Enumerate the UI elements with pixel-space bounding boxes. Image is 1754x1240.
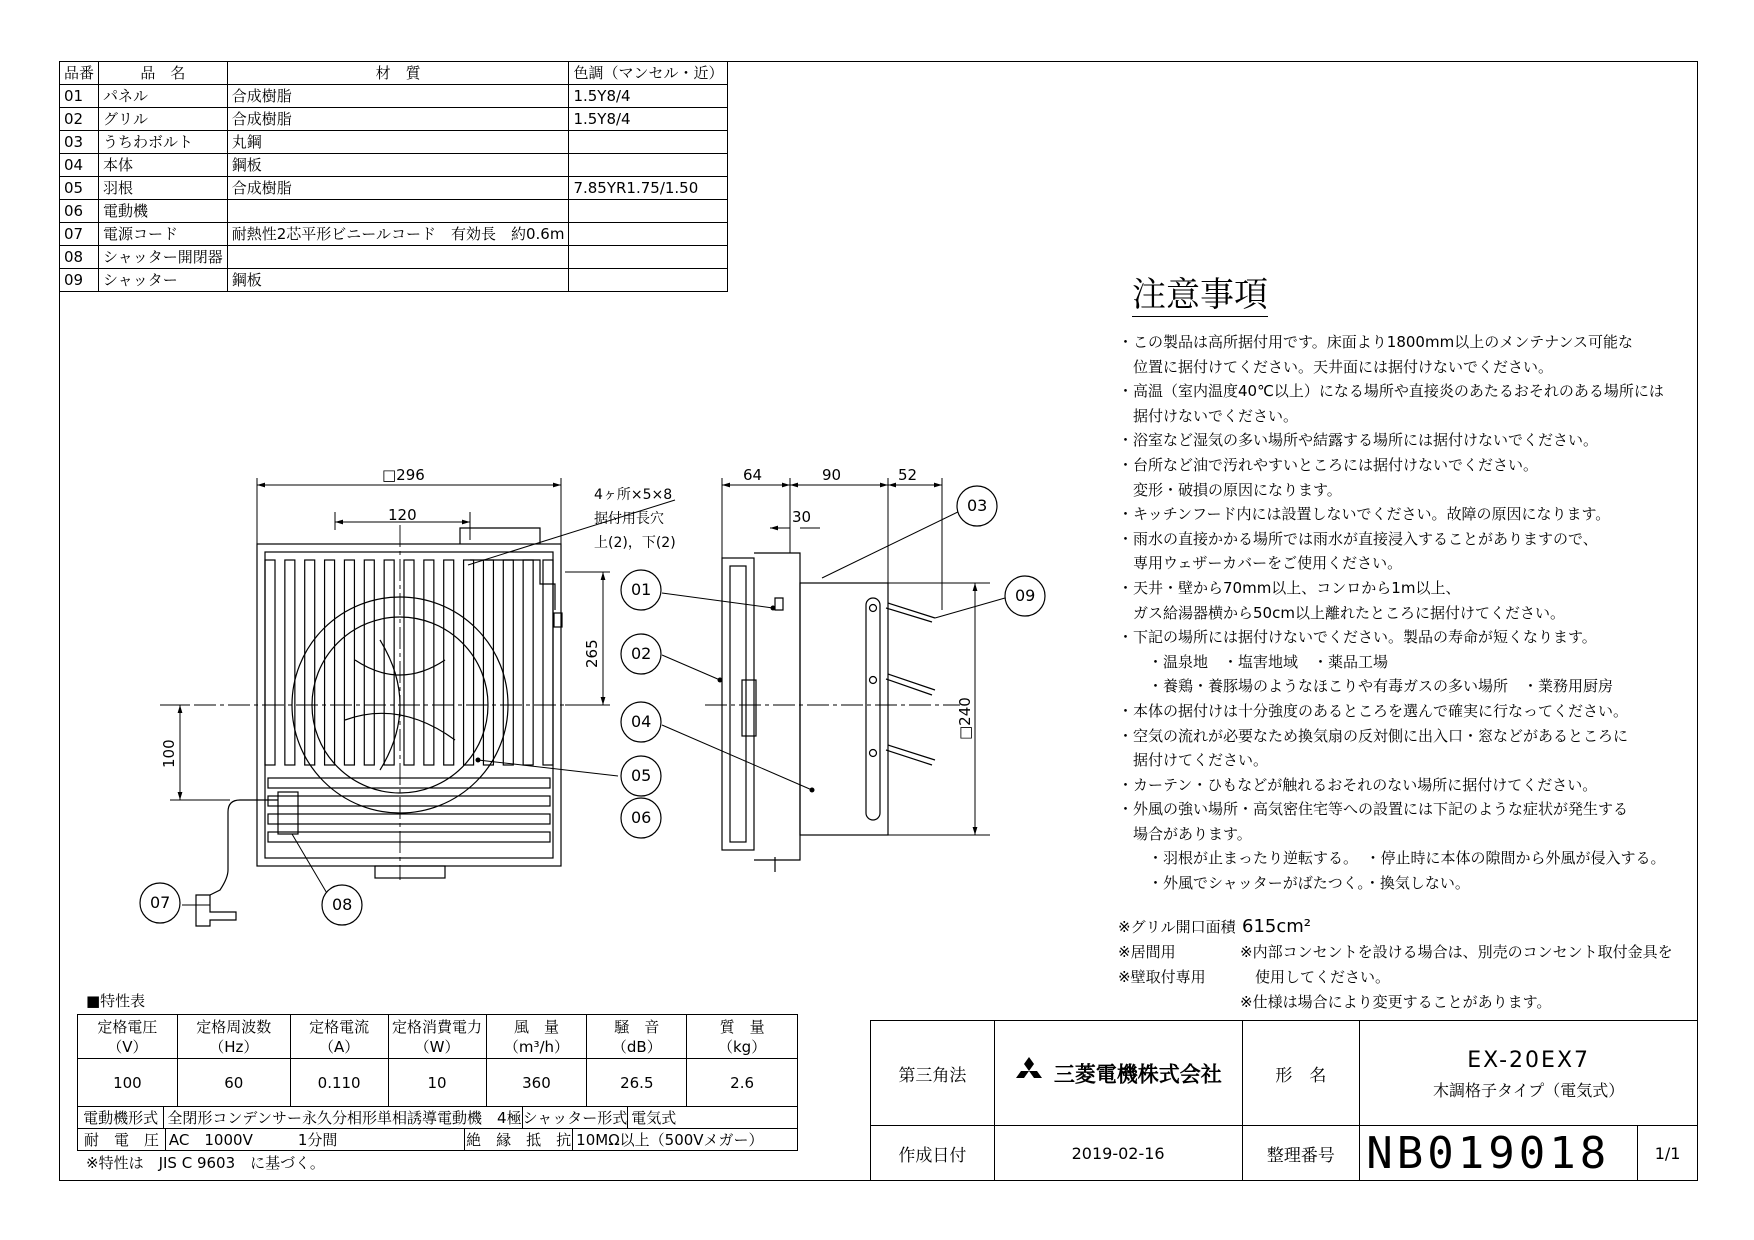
parts-cell: 1.5Y8/4 [569, 85, 728, 108]
model-number: EX-20EX7 [1467, 1047, 1591, 1073]
note-line: ・外風の強い場所・高気密住宅等への設置には下記のような症状が発生する [1118, 800, 1629, 819]
withstand-table [77, 1128, 798, 1151]
dim-52: 52 [898, 466, 918, 484]
spec-header-line: 騒 音 [614, 1017, 660, 1036]
company-cell [994, 1021, 1242, 1126]
parts-header-cell: 材 質 [227, 62, 569, 85]
spec-header-line: 質 量 [719, 1017, 765, 1036]
grille-slat [268, 814, 550, 824]
dim-100: 100 [160, 739, 178, 768]
spec-header-cell [177, 1015, 290, 1059]
note-line: 専用ウェザーカバーをご使用ください。 [1118, 554, 1403, 573]
model-description: 木調格子タイプ（電気式） [1433, 1080, 1625, 1100]
motor-type-value: 全閉形コンデンサー永久分相形単相誘導電動機 4極 [164, 1107, 522, 1129]
parts-cell: 08 [60, 246, 99, 269]
balloon-label-09: 09 [1015, 586, 1036, 605]
spec-change-note: ※仕様は場合により変更することがあります。 [1240, 993, 1552, 1011]
holes-note-1: 4ヶ所×5×8 [594, 487, 673, 503]
spec-header-line: （Hz） [209, 1037, 259, 1056]
parts-cell: 7.85YR1.75/1.50 [569, 177, 728, 200]
spec-header-line: （m³/h） [503, 1037, 570, 1056]
balloon-label-07: 07 [150, 893, 171, 912]
dim-265: 265 [583, 639, 601, 668]
balloon-label-06: 06 [631, 808, 652, 827]
grille-bars [265, 560, 553, 842]
spec-footnote: ※特性は JIS C 9603 に基づく。 [86, 1154, 325, 1172]
spec-header-line: （V） [107, 1037, 148, 1056]
spec-header-cell [388, 1015, 486, 1059]
parts-cell: 04 [60, 154, 99, 177]
withstand-label: 耐 電 圧 [78, 1129, 166, 1151]
grill-area-label: ※グリル開口面積 [1118, 918, 1236, 936]
dim-30: 30 [792, 508, 812, 526]
grill-area-value: 615cm² [1242, 916, 1312, 937]
balloon-label-08: 08 [332, 895, 353, 914]
note-line: 変形・破損の原因になります。 [1118, 480, 1342, 499]
parts-cell: 合成樹脂 [227, 108, 569, 131]
grille-bar [404, 560, 414, 765]
grille-bar [265, 560, 275, 765]
note-line: ・浴室など湿気の多い場所や結露する場所には据付けないでください。 [1118, 431, 1599, 450]
spec-value-cell: 0.110 [290, 1059, 388, 1107]
projection-label: 第三角法 [871, 1021, 995, 1126]
parts-cell: 羽根 [99, 177, 228, 200]
mitsubishi-logo-icon [1014, 1057, 1044, 1090]
parts-cell: 09 [60, 269, 99, 292]
parts-cell: 丸鋼 [227, 131, 569, 154]
parts-cell: 鋼板 [227, 269, 569, 292]
balloon-label-04: 04 [631, 712, 652, 731]
motor-type-label: 電動機形式 [78, 1107, 164, 1129]
caution-notes [1118, 330, 1666, 896]
spec-header-cell [587, 1015, 687, 1059]
note-line: 据付けてください。 [1118, 751, 1269, 770]
parts-header-cell: 色調（マンセル・近） [569, 62, 728, 85]
parts-cell: 鋼板 [227, 154, 569, 177]
spec-value-cell: 26.5 [587, 1059, 687, 1107]
grille-bar [364, 560, 374, 765]
spec-header-line: 定格周波数 [196, 1017, 272, 1036]
grille-slat [268, 796, 550, 806]
parts-cell: うちわボルト [99, 131, 228, 154]
spec-header-line: 定格電圧 [97, 1017, 158, 1036]
note-line: ・温泉地 ・塩害地域 ・薬品工場 [1118, 652, 1389, 671]
grille-bar [464, 560, 474, 765]
outlet-note-2: 使用してください。 [1240, 968, 1391, 986]
parts-cell: グリル [99, 108, 228, 131]
grille-bar [325, 560, 335, 765]
parts-cell: パネル [99, 85, 228, 108]
spec-value-cell: 100 [78, 1059, 178, 1107]
model-label: 形 名 [1242, 1021, 1360, 1126]
doc-no-label: 整理番号 [1242, 1126, 1360, 1181]
spec-header-line: （A） [319, 1037, 360, 1056]
grille-bar [285, 560, 295, 765]
shutter-type-label: シャッター形式 [522, 1107, 628, 1129]
grille-bar [503, 560, 513, 765]
parts-cell: 本体 [99, 154, 228, 177]
spec-value-cell: 60 [177, 1059, 290, 1107]
balloon-label-01: 01 [631, 580, 652, 599]
note-line: ・この製品は高所据付用です。床面より1800mm以上のメンテナンス可能な [1118, 333, 1634, 351]
grille-bar [543, 560, 553, 765]
note-line: ・空気の流れが必要なため換気扇の反対側に出入口・窓などがあるところに [1118, 726, 1629, 745]
outlet-note-1: ※内部コンセントを設ける場合は、別売のコンセント取付金具を [1240, 943, 1673, 961]
dim-240: □240 [956, 697, 974, 740]
date-label: 作成日付 [871, 1126, 995, 1181]
parts-cell: 03 [60, 131, 99, 154]
spec-value-cell: 360 [486, 1059, 587, 1107]
parts-cell: 06 [60, 200, 99, 223]
spec-header-line: 定格電流 [309, 1017, 370, 1036]
note-line: ガス給湯器横から50cm以上離れたところに据付けてください。 [1118, 603, 1565, 622]
spec-header-line: （kg） [717, 1037, 767, 1056]
parts-cell: 合成樹脂 [227, 85, 569, 108]
date-value: 2019-02-16 [994, 1126, 1242, 1181]
model-cell [1360, 1021, 1698, 1126]
motor-table [77, 1106, 798, 1129]
doc-no-value: NB019018 [1360, 1126, 1638, 1181]
parts-cell: 1.5Y8/4 [569, 108, 728, 131]
insulation-label: 絶 縁 抵 抗 [465, 1129, 573, 1151]
title-block [870, 1020, 1698, 1181]
note-line: ・雨水の直接かかる場所では雨水が直接浸入することがありますので、 [1118, 529, 1598, 548]
sheet-number: 1/1 [1638, 1126, 1698, 1181]
holes-note-3: 上(2)，下(2) [594, 535, 676, 551]
spec-header-line: 定格消費電力 [392, 1017, 483, 1036]
balloon-label-05: 05 [631, 766, 652, 785]
spec-header-line: （dB） [611, 1037, 662, 1056]
parts-cell: シャッター開閉器 [99, 246, 228, 269]
spec-header-cell [78, 1015, 178, 1059]
grille-bar [305, 560, 315, 765]
spec-header-cell [290, 1015, 388, 1059]
wall-mount-label: ※壁取付専用 [1118, 968, 1206, 986]
spec-header-line: （W） [414, 1037, 460, 1056]
grille-bar [444, 560, 454, 765]
spec-value-cell: 10 [388, 1059, 486, 1107]
note-line: ・天井・壁から70mm以上、コンロから1m以上、 [1118, 578, 1461, 597]
parts-header-cell: 品番 [60, 62, 99, 85]
note-line: 据付けないでください。 [1118, 406, 1299, 425]
note-line: ・台所など油で汚れやすいところには据付けないでください。 [1118, 455, 1539, 474]
living-room-label: ※居間用 [1118, 943, 1176, 961]
note-line: 位置に据付けてください。天井面には据付けないでください。 [1118, 357, 1554, 376]
spec-header-line: 風 量 [513, 1017, 559, 1036]
balloon-label-02: 02 [631, 644, 652, 663]
grille-bar [424, 560, 434, 765]
note-line: ・本体の据付けは十分強度のあるところを選んで確実に行なってください。 [1118, 701, 1629, 720]
note-line: ・羽根が止まったり逆転する。 ・停止時に本体の隙間から外風が侵入する。 [1118, 849, 1666, 868]
grille-bar [483, 560, 493, 765]
grille-bar [344, 560, 354, 765]
parts-cell: 02 [60, 108, 99, 131]
parts-cell: 耐熱性2芯平形ビニールコード 有効長 約0.6m [227, 223, 569, 246]
balloon-label-03: 03 [967, 496, 988, 515]
dim-width: □296 [382, 466, 425, 484]
company-name: 三菱電機株式会社 [1053, 1062, 1222, 1086]
notes-title: 注意事項 [1132, 275, 1268, 315]
spec-value-cell: 2.6 [687, 1059, 798, 1107]
spec-table-title: ■特性表 [86, 992, 146, 1010]
shutter-type-value: 電気式 [628, 1107, 798, 1129]
dim-90: 90 [822, 466, 842, 484]
parts-cell: 07 [60, 223, 99, 246]
dim-120: 120 [388, 506, 417, 524]
grille-slat [268, 832, 550, 842]
parts-cell: 05 [60, 177, 99, 200]
spec-header-cell [687, 1015, 798, 1059]
parts-cell: 合成樹脂 [227, 177, 569, 200]
note-line: ・外風でシャッターがばたつく。・換気しない。 [1118, 874, 1470, 893]
holes-note-2: 据付用長穴 [594, 511, 664, 527]
dim-64: 64 [743, 466, 763, 484]
note-line: ・カーテン・ひもなどが触れるおそれのない場所に据付けてください。 [1118, 775, 1598, 794]
parts-cell: 電源コード [99, 223, 228, 246]
insulation-value: 10MΩ以上（500Vメガー） [573, 1129, 798, 1151]
note-line: ・高温（室内温度40℃以上）になる場所や直接炎のあたるおそれのある場所には [1118, 382, 1664, 401]
withstand-value: AC 1000V 1分間 [165, 1129, 464, 1151]
note-line: ・下記の場所には据付けないでください。製品の寿命が短くなります。 [1118, 628, 1597, 647]
parts-header-cell: 品 名 [99, 62, 228, 85]
parts-cell: 電動機 [99, 200, 228, 223]
note-line: ・養鶏・養豚場のようなほこりや有毒ガスの多い場所 ・業務用厨房 [1118, 677, 1614, 696]
grille-bar [384, 560, 394, 765]
parts-cell: 01 [60, 85, 99, 108]
grille-slat [268, 778, 550, 788]
parts-cell: シャッター [99, 269, 228, 292]
spec-table [77, 1014, 798, 1107]
note-line: ・キッチンフード内には設置しないでください。故障の原因になります。 [1118, 505, 1611, 524]
grille-bar [523, 560, 533, 765]
spec-header-cell [486, 1015, 587, 1059]
note-line: 場合があります。 [1118, 824, 1252, 843]
